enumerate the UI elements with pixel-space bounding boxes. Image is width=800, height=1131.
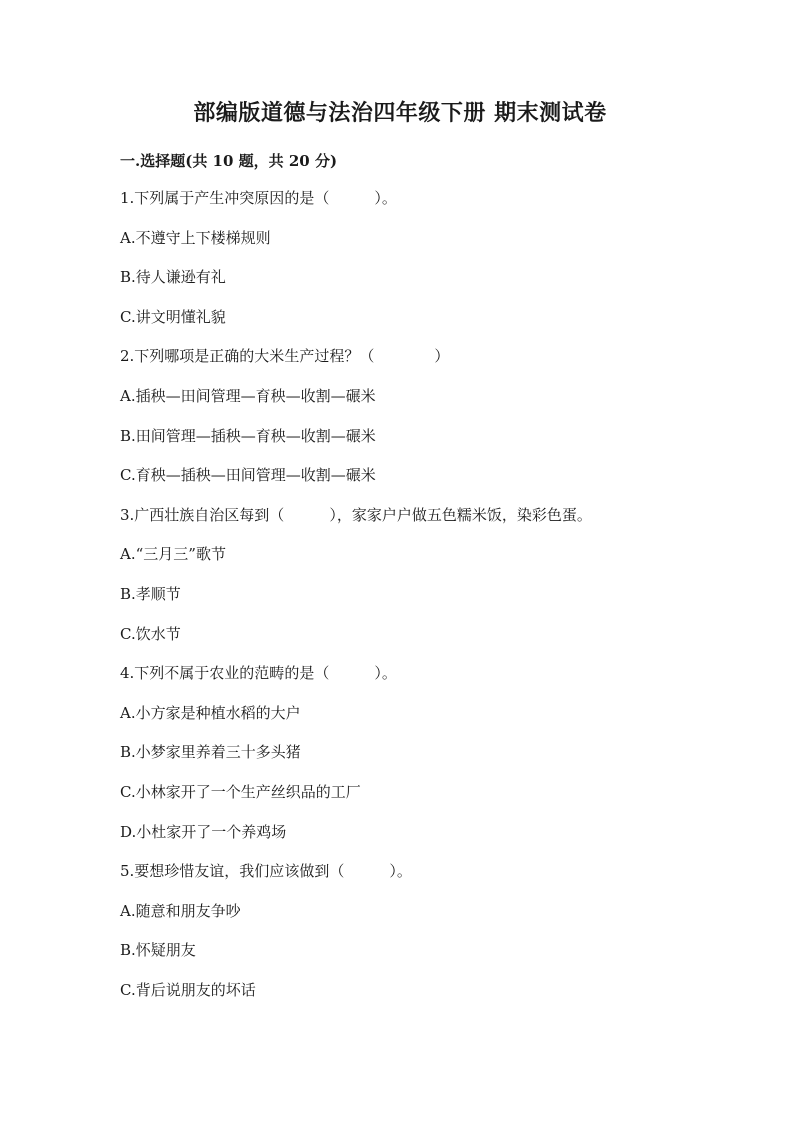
question-2-option-b: B.田间管理—插秧—育秧—收割—碾米 [120,427,376,445]
question-2-option-c: C.育秧—插秧—田间管理—收割—碾米 [120,466,376,484]
question-1-option-b: B.待人谦逊有礼 [120,268,226,286]
question-2-option-a: A.插秧—田间管理—育秧—收割—碾米 [120,387,376,405]
question-1-option-c: C.讲文明懂礼貌 [120,308,226,326]
question-4-option-a: A.小方家是种植水稻的大户 [120,704,301,722]
question-4-option-d: D.小杜家开了一个养鸡场 [120,823,287,841]
question-3-option-a: A.“三月三”歌节 [120,545,226,563]
question-5-option-a: A.随意和朋友争吵 [120,902,241,920]
question-1: 1.下列属于产生冲突原因的是（ ）。 [120,189,397,207]
question-2: 2.下列哪项是正确的大米生产过程？（ ） [120,347,450,365]
page-title: 部编版道德与法治四年级下册 期末测试卷 [193,100,607,126]
question-3-option-b: B.孝顺节 [120,585,181,603]
question-5-option-b: B.怀疑朋友 [120,941,196,959]
question-3-option-c: C.饮水节 [120,625,181,643]
question-5: 5.要想珍惜友谊，我们应该做到（ ）。 [120,862,412,880]
question-3: 3.广西壮族自治区每到（ ），家家户户做五色糯米饭，染彩色蛋。 [120,506,592,524]
question-4-option-b: B.小梦家里养着三十多头猪 [120,743,301,761]
question-4: 4.下列不属于农业的范畴的是（ ）。 [120,664,397,682]
question-1-option-a: A.不遵守上下楼梯规则 [120,229,271,247]
question-5-option-c: C.背后说朋友的坏话 [120,981,256,999]
section-heading: 一.选择题(共 10 题，共 20 分) [120,152,338,170]
question-4-option-c: C.小林家开了一个生产丝织品的工厂 [120,783,361,801]
